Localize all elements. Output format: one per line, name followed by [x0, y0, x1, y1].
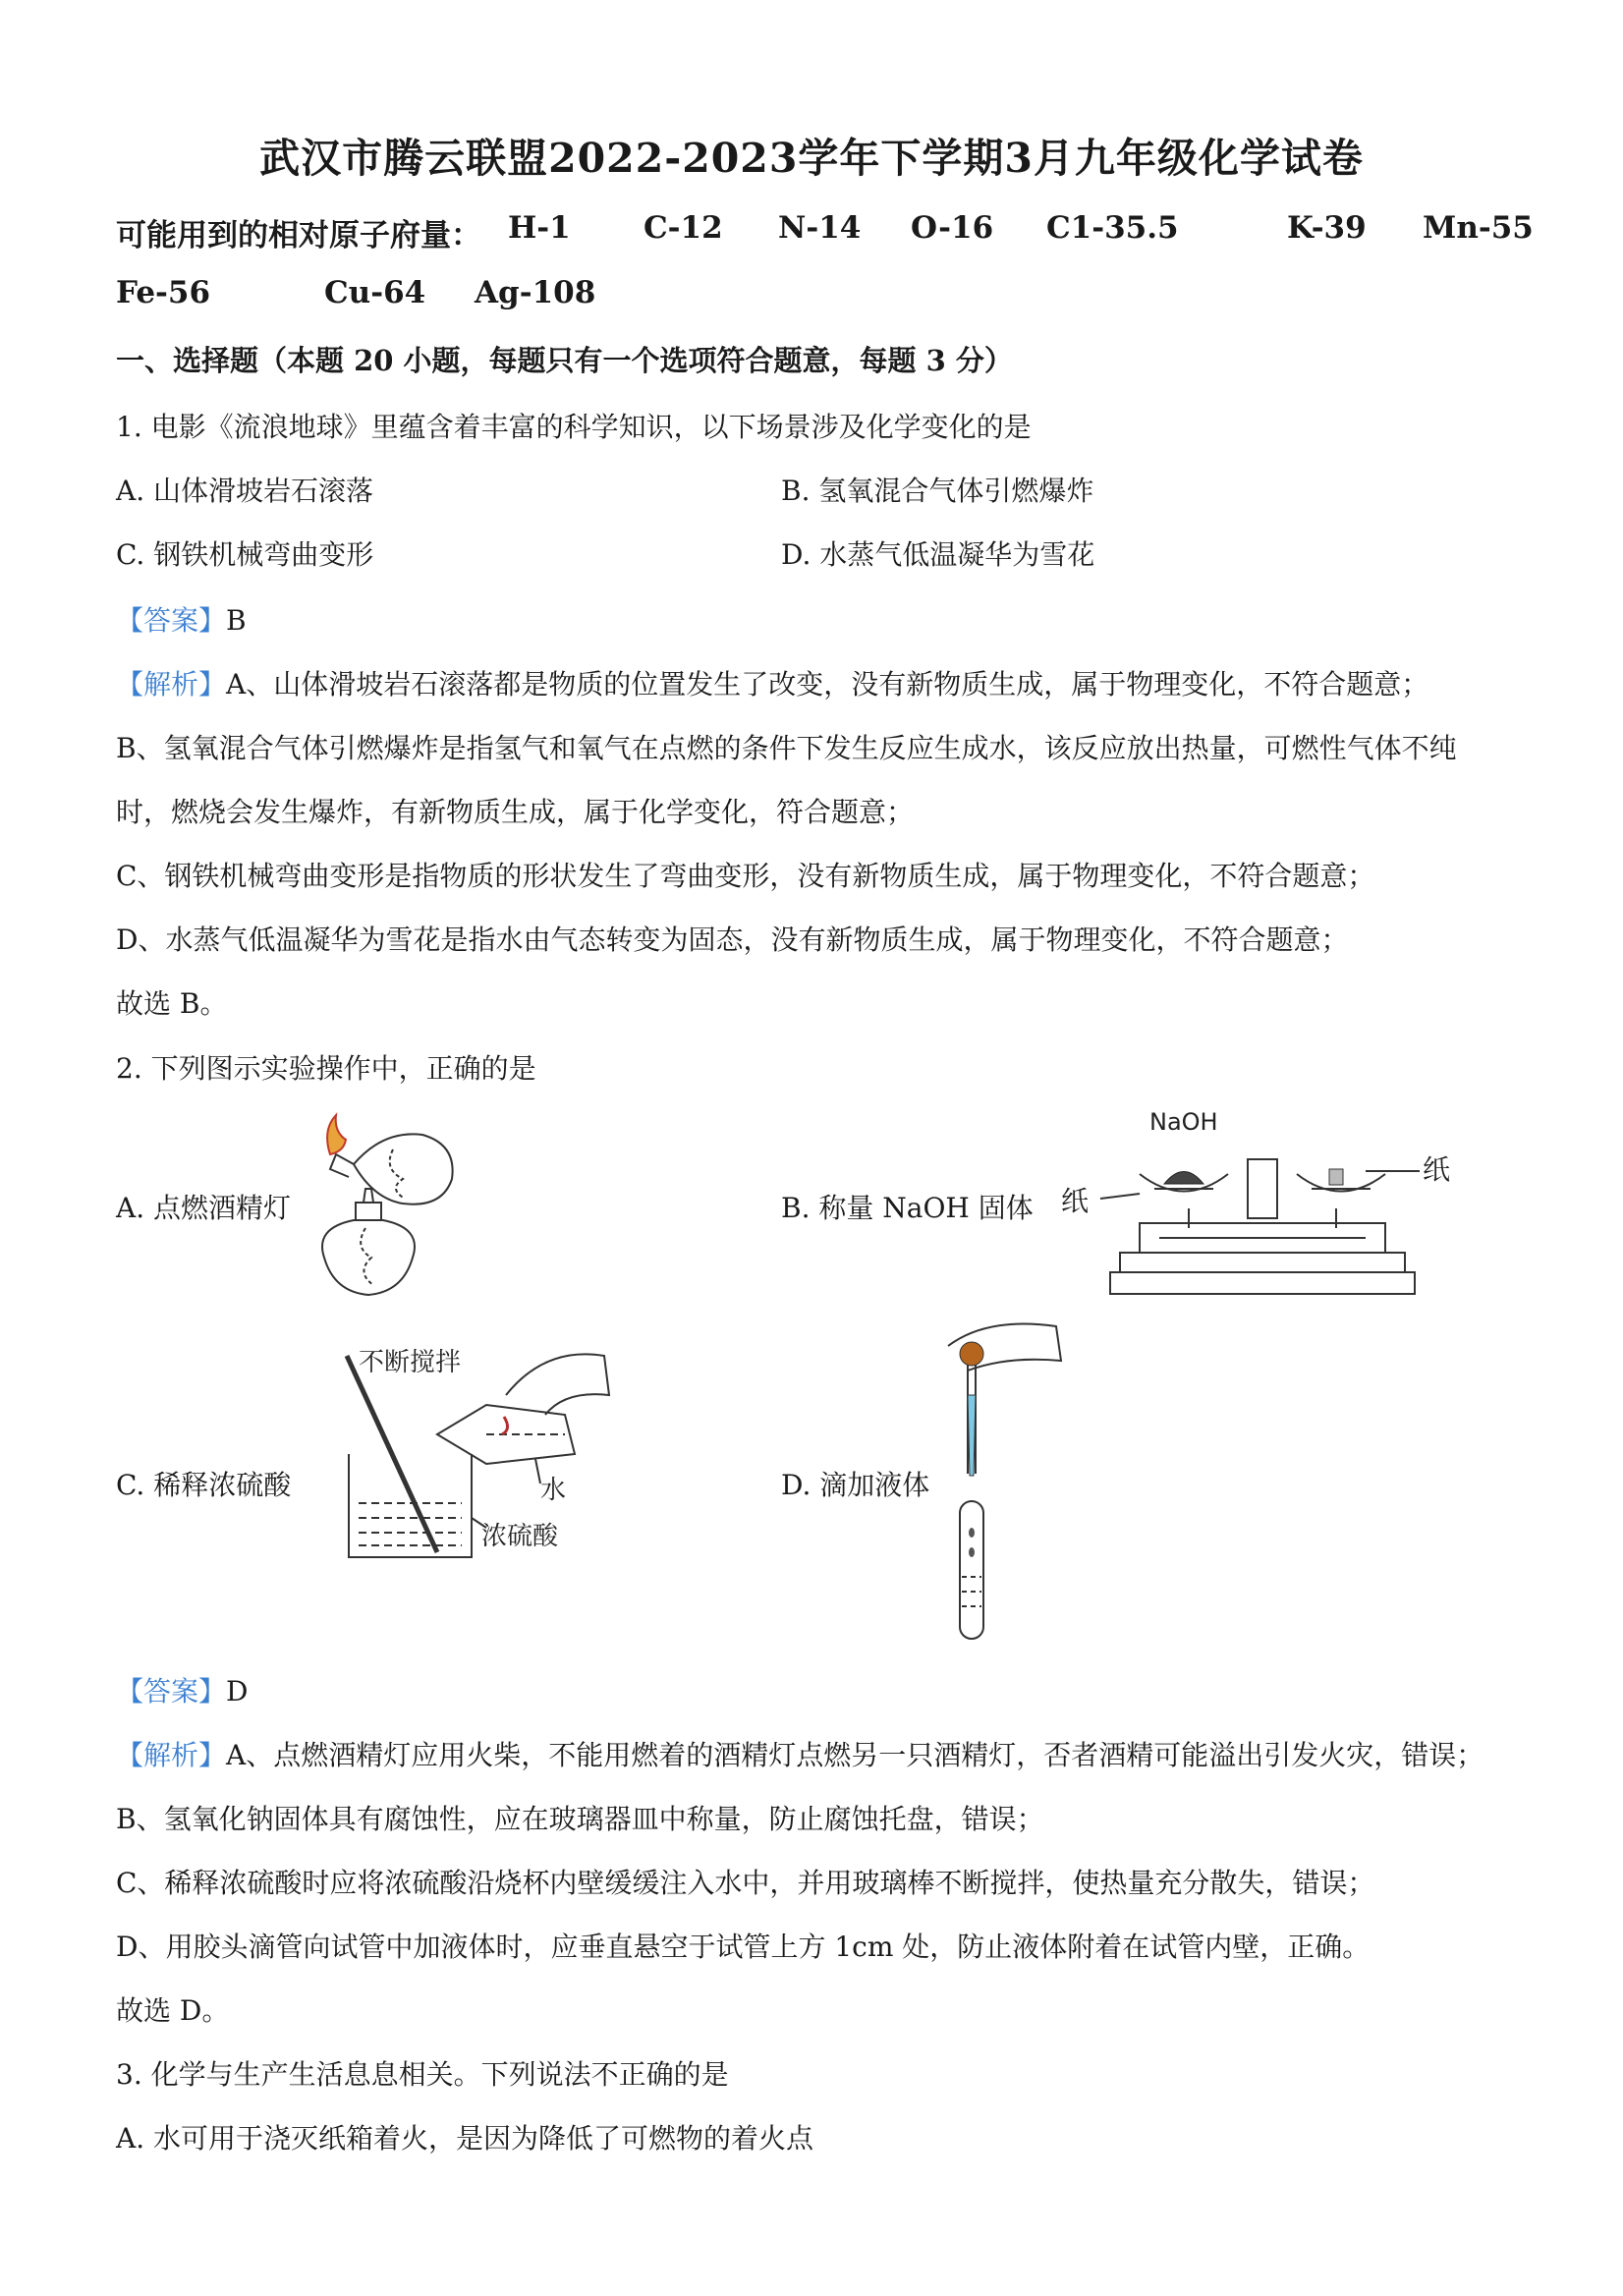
paper-right-label: 纸 [1423, 1153, 1451, 1186]
paper-left-label: 纸 [1061, 1185, 1090, 1217]
q2-stem: 2. 下列图示实验操作中，正确的是 [116, 1052, 536, 1085]
q2-analysis-line-2: B、氢氧化钠固体具有腐蚀性，应在玻璃器皿中称量，防止腐蚀托盘，错误； [116, 1803, 1044, 1835]
q1-stem: 1. 电影《流浪地球》里蕴含着丰富的科学知识，以下场景涉及化学变化的是 [116, 411, 1032, 443]
atomic-mass-o: O-16 [911, 210, 994, 246]
alcohol-lamp-figure [295, 1110, 472, 1307]
atomic-mass-label: 可能用到的相对原子府量： [116, 218, 481, 253]
q1-option-d: D. 水蒸气低温凝华为雪花 [781, 538, 1095, 571]
naoh-label: NaOH [1149, 1108, 1218, 1136]
atomic-mass-ag: Ag-108 [475, 275, 596, 310]
q2-analysis-line-3: C、稀释浓硫酸时应将浓硫酸沿烧杯内壁缓缓注入水中，并用玻璃棒不断搅拌，使热量充分散失，错误； [116, 1867, 1375, 1899]
dropper-figure [909, 1316, 1066, 1641]
answer-tag: 【答案】 [116, 604, 227, 637]
q2-option-c: C. 稀释浓硫酸 [116, 1469, 292, 1501]
q1-option-c: C. 钢铁机械弯曲变形 [116, 538, 374, 571]
q2-option-a: A. 点燃酒精灯 [116, 1192, 292, 1224]
analysis-tag: 【解析】 [116, 668, 227, 700]
q2-analysis-line-5: 故选 D。 [116, 1994, 230, 2027]
atomic-mass-cu: Cu-64 [324, 275, 426, 310]
answer-tag: 【答案】 [116, 1675, 227, 1708]
q1-analysis-line-2: B、氢氧混合气体引燃爆炸是指氢气和氧气在点燃的条件下发生反应生成水，该反应放出热量，可燃性气体不纯 [116, 732, 1457, 764]
q1-analysis-line-6: 故选 B。 [116, 987, 228, 1020]
acid-label: 浓硫酸 [481, 1522, 559, 1551]
q2-analysis-line-1 [116, 1734, 1483, 1773]
analysis-tag: 【解析】 [116, 1739, 227, 1771]
q1-answer [116, 599, 247, 639]
atomic-mass-mn: Mn-55 [1423, 210, 1534, 246]
stir-label: 不断搅拌 [359, 1348, 462, 1377]
atomic-mass-cl: C1-35.5 [1046, 210, 1179, 246]
q3-option-a: A. 水可用于浇灭纸箱着火，是因为降低了可燃物的着火点 [116, 2122, 814, 2155]
q2-option-b: B. 称量 NaOH 固体 [781, 1192, 1034, 1224]
q2-option-d: D. 滴加液体 [781, 1469, 930, 1501]
atomic-mass-n: N-14 [778, 210, 862, 246]
analysis-text: A、点燃酒精灯应用火柴，不能用燃着的酒精灯点燃另一只酒精灯，否者酒精可能溢出引发火灾，错误； [226, 1739, 1484, 1771]
atomic-mass-fe: Fe-56 [116, 275, 211, 310]
q2-analysis-line-4: D、用胶头滴管向试管中加液体时，应垂直悬空于试管上方 1cm 处，防止液体附着在试管内壁，正确。 [116, 1931, 1371, 1963]
q1-analysis-line-4: C、钢铁机械弯曲变形是指物质的形状发生了弯曲变形，没有新物质生成，属于物理变化，不符合题意； [116, 860, 1375, 892]
section-heading: 一、选择题（本题 20 小题，每题只有一个选项符合题意，每题 3 分） [116, 344, 1013, 377]
q1-analysis-line-3: 时，燃烧会发生爆炸，有新物质生成，属于化学变化，符合题意； [116, 796, 915, 828]
page-title: 武汉市腾云联盟2022-2023学年下学期3月九年级化学试卷 [259, 135, 1364, 182]
balance-figure [1061, 1100, 1474, 1312]
answer-value: D [226, 1675, 249, 1708]
q2-answer [116, 1670, 248, 1709]
answer-value: B [226, 604, 247, 637]
q1-analysis-line-5: D、水蒸气低温凝华为雪花是指水由气态转变为固态，没有新物质生成，属于物理变化，不符合题意； [116, 924, 1349, 956]
atomic-mass-h: H-1 [508, 210, 571, 246]
atomic-mass-k: K-39 [1287, 210, 1367, 246]
q1-option-b: B. 氢氧混合气体引燃爆炸 [781, 475, 1094, 507]
atomic-mass-c: C-12 [644, 210, 723, 246]
q1-option-a: A. 山体滑坡岩石滚落 [116, 475, 374, 507]
flame-icon [327, 1115, 346, 1154]
analysis-text: A、山体滑坡岩石滚落都是物质的位置发生了改变，没有新物质生成，属于物理变化，不符合题意； [226, 668, 1429, 700]
q1-analysis-line-1 [116, 663, 1428, 702]
q3-stem: 3. 化学与生产生活息息相关。下列说法不正确的是 [116, 2058, 729, 2091]
water-label: 水 [540, 1476, 567, 1505]
dilution-figure [339, 1336, 624, 1562]
